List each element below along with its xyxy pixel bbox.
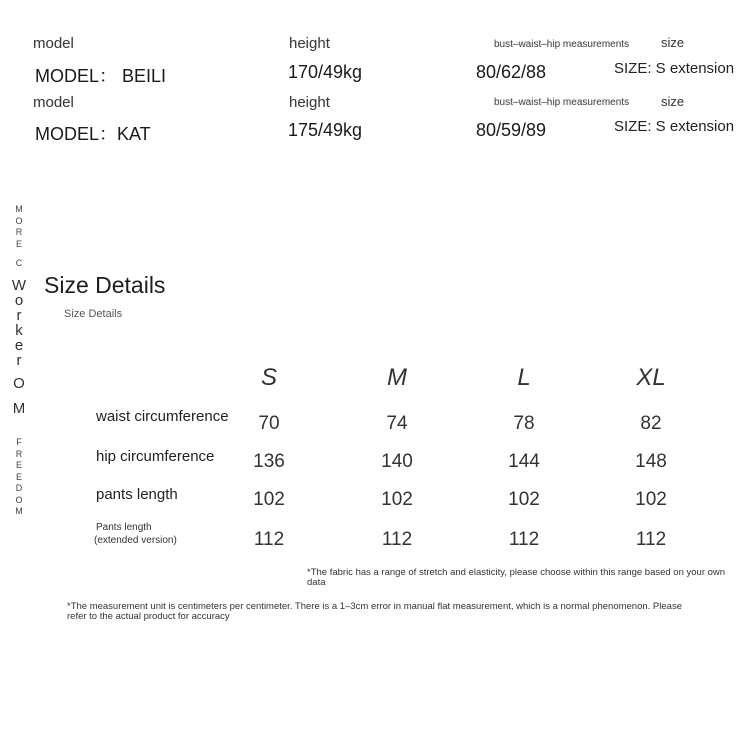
measurements-label: bust–waist–hip measurements	[494, 39, 630, 50]
model-name: MODEL： BEILI	[35, 66, 167, 86]
table-cell: 78	[513, 413, 535, 434]
table-cell: 102	[253, 489, 285, 510]
model-label: model	[33, 35, 74, 52]
table-cell: 112	[635, 529, 667, 550]
table-cell: 102	[381, 489, 413, 510]
row-label-pants-length: pants length	[96, 486, 178, 503]
table-cell: 102	[508, 489, 540, 510]
table-cell: 70	[258, 413, 280, 434]
size-header-l: L	[517, 364, 531, 391]
height-label: height	[289, 35, 330, 52]
model-measurements: 80/59/89	[476, 120, 547, 140]
model-size: SIZE: S extension	[614, 118, 735, 135]
table-cell: 140	[381, 451, 413, 472]
side-text-top: M O R E C	[15, 204, 23, 268]
table-cell: 112	[253, 529, 285, 550]
table-cell: 102	[635, 489, 667, 510]
side-text-freedom: F R E E D O M	[15, 437, 23, 516]
size-details-title: Size Details	[44, 272, 166, 298]
table-cell: 112	[508, 529, 540, 550]
table-cell: 112	[381, 529, 413, 550]
size-details-subtitle: Size Details	[64, 308, 123, 320]
table-cell: 148	[635, 451, 667, 472]
table-cell: 82	[640, 413, 662, 434]
row-label-hip: hip circumference	[96, 448, 215, 465]
height-label: height	[289, 94, 330, 111]
measurement-note: *The measurement unit is centimeters per centimeter. There is a 1–3cm error in manual flat measurement, which is a normal phenomenon. Please refer to the actual product for accuracy	[67, 601, 682, 622]
side-text-om: O M	[12, 375, 26, 417]
model-height: 170/49kg	[288, 62, 363, 82]
table-cell: 144	[508, 451, 540, 472]
size-header-s: S	[260, 364, 277, 391]
row-label-pants-length-extended: Pants length (extended version)	[94, 522, 177, 546]
size-label: size	[661, 94, 685, 109]
size-header-xl: XL	[636, 364, 666, 391]
model-name: MODEL：KAT	[35, 124, 151, 144]
side-text-worker: W o r k e r	[11, 277, 27, 369]
size-header-m: M	[387, 364, 407, 391]
row-label-waist: waist circumference	[96, 408, 229, 425]
model-size: SIZE: S extension	[614, 60, 735, 77]
fabric-note: *The fabric has a range of stretch and elasticity, please choose within this range based on your own data	[307, 567, 726, 588]
model-label: model	[33, 94, 74, 111]
table-cell: 136	[253, 451, 285, 472]
size-label: size	[661, 35, 685, 50]
table-cell: 74	[386, 413, 408, 434]
measurements-label: bust–waist–hip measurements	[494, 97, 630, 108]
model-height: 175/49kg	[288, 120, 363, 140]
model-measurements: 80/62/88	[476, 62, 547, 82]
